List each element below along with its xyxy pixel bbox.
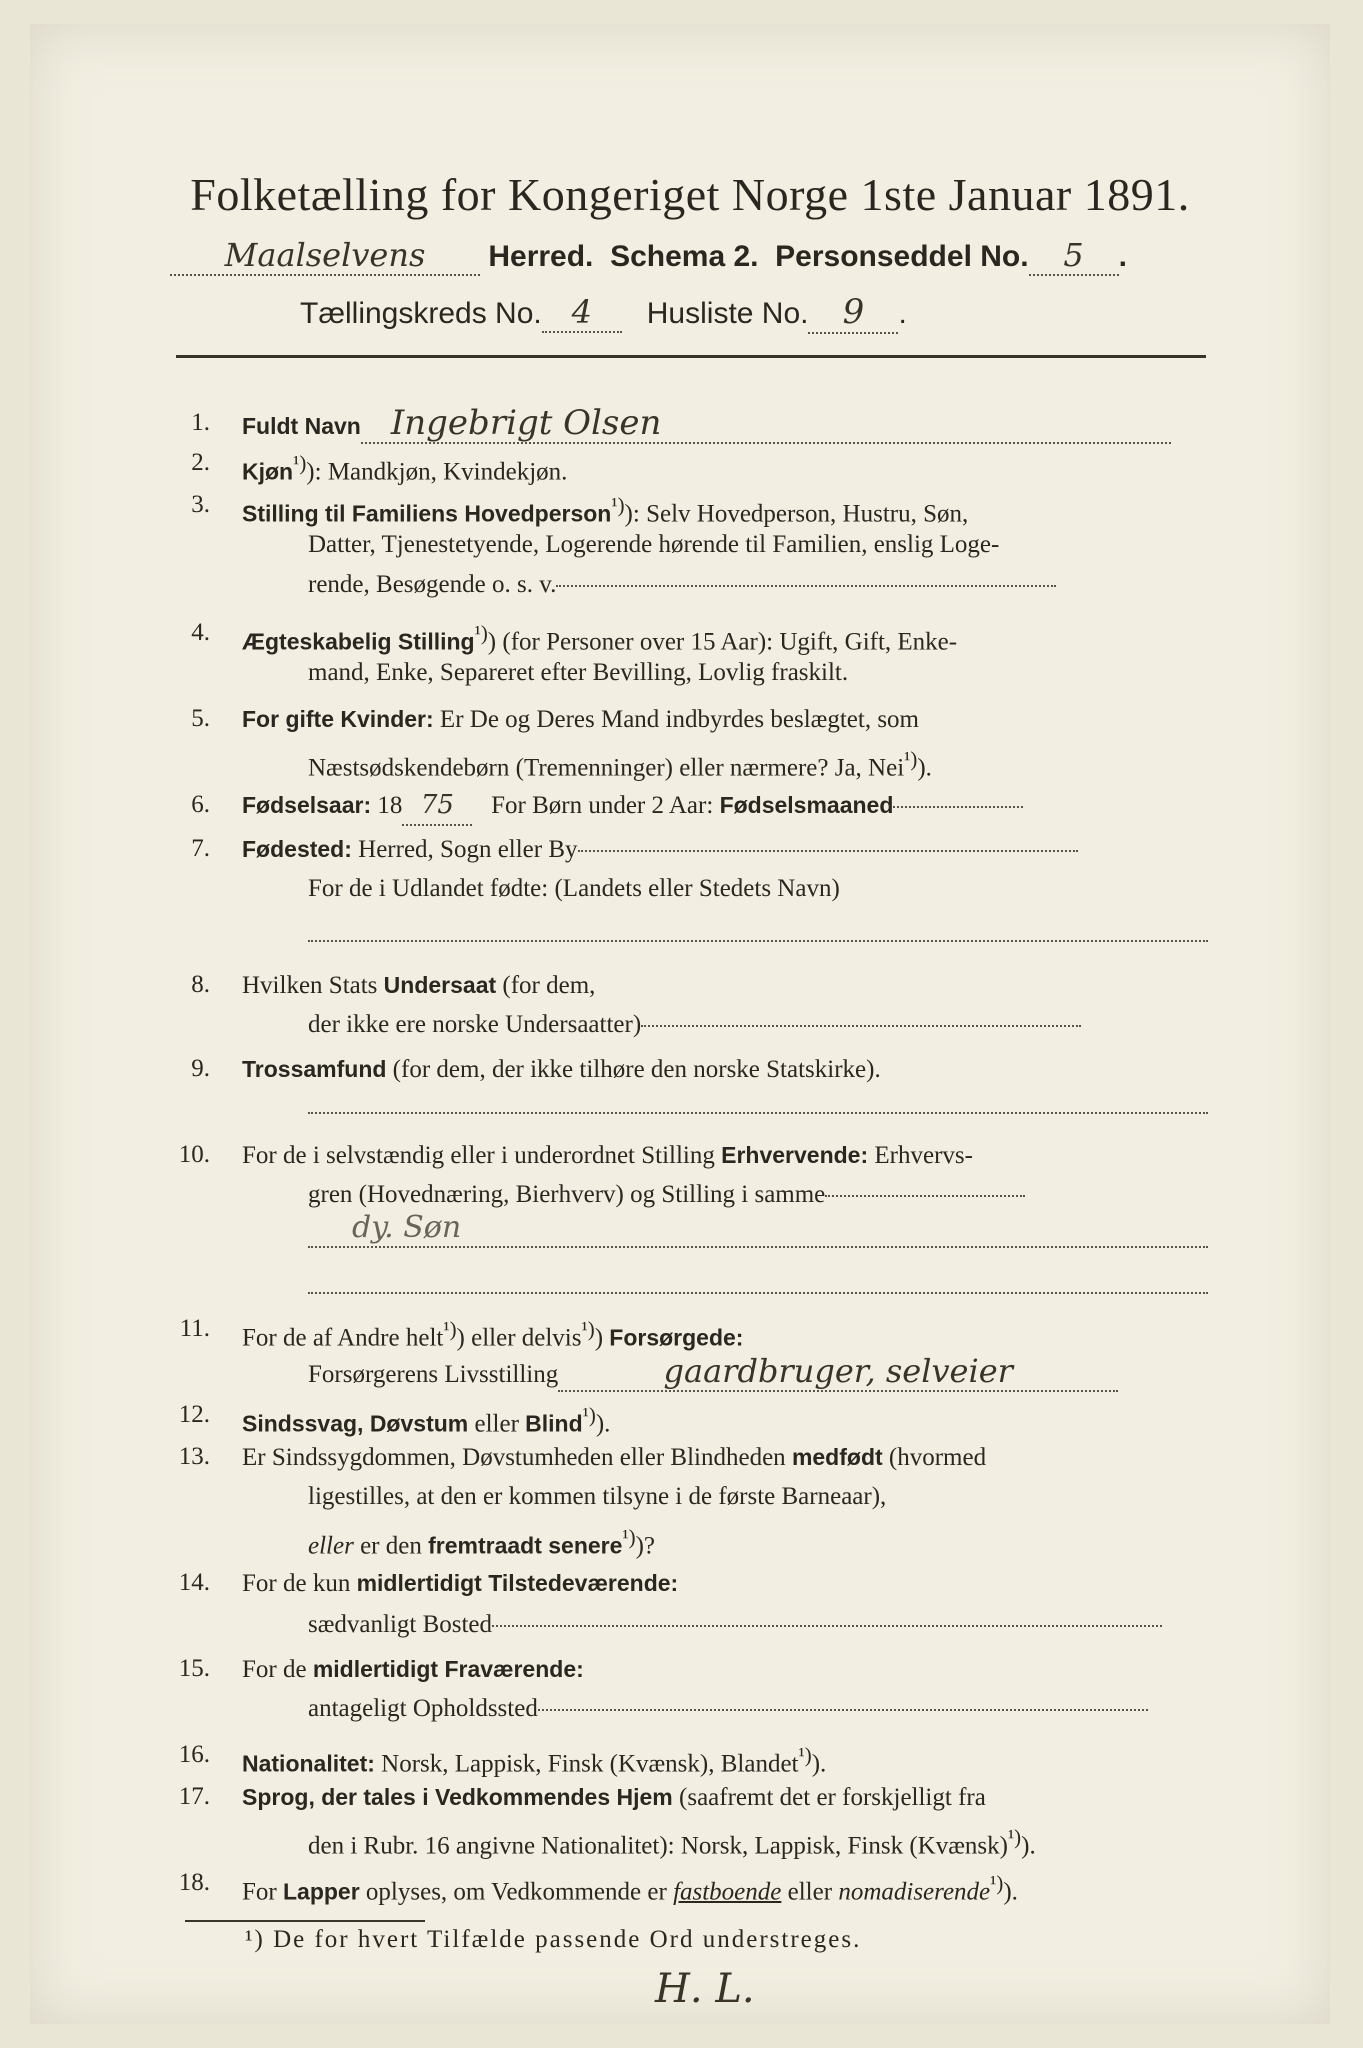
item-label: Fuldt Navn	[242, 413, 361, 439]
item-number: 15.	[178, 1655, 210, 1682]
item-number: 17.	[178, 1783, 210, 1810]
birth-year-value: 75	[402, 786, 472, 826]
item-number: 7.	[191, 835, 210, 862]
item-number: 14.	[178, 1569, 210, 1596]
item-number: 4.	[191, 619, 210, 646]
form-title: Folketælling for Kongeriget Norge 1ste Januar 1891.	[190, 169, 1190, 220]
herred-value: Maalselvens	[170, 236, 480, 276]
personseddel-value: 5	[1029, 236, 1119, 276]
item-label: Fødselsaar:	[242, 792, 372, 818]
item-number: 2.	[191, 449, 210, 476]
kreds-value: 4	[542, 293, 622, 333]
herred-label: Herred.	[488, 240, 594, 273]
item-label: Lapper	[282, 1878, 360, 1905]
provider-occupation-value: gaardbruger, selveier	[558, 1352, 1118, 1392]
item-label: Undersaat	[383, 972, 497, 998]
item-number: 12.	[178, 1401, 210, 1428]
item-label: Trossamfund	[242, 1056, 387, 1082]
item-label: medfødt	[791, 1444, 883, 1470]
occupation-line	[308, 1246, 1208, 1248]
item-number: 9.	[191, 1055, 210, 1082]
item-label: For gifte Kvinder:	[242, 706, 434, 732]
item-label: Fødested:	[242, 836, 352, 862]
item-text: Mandkjøn, Kvindekjøn.	[327, 458, 568, 486]
blank-line	[308, 940, 1208, 942]
item-number: 11.	[179, 1315, 210, 1342]
item-number: 8.	[191, 971, 210, 998]
item-label: midlertidigt Fraværende:	[312, 1656, 584, 1682]
kreds-line: Tællingskreds No. 4 Husliste No. 9 .	[300, 292, 907, 332]
item-number: 10.	[178, 1141, 210, 1168]
blank-line	[308, 1292, 1208, 1294]
item-label: Sprog, der tales i Vedkommendes Hjem	[242, 1784, 673, 1810]
kreds-label: Tællingskreds No.	[300, 297, 542, 330]
item-number: 6.	[191, 791, 210, 818]
item-label: Nationalitet:	[242, 1750, 375, 1777]
blank-line	[308, 1112, 1208, 1114]
name-value: Ingebrigt Olsen	[361, 404, 1171, 444]
occupation-value: dy. Søn	[352, 1210, 462, 1245]
item-number: 1.	[191, 409, 210, 436]
header-divider	[176, 355, 1206, 358]
item-label: Erhvervende:	[721, 1142, 869, 1168]
form-subheader: Maalselvens Herred. Schema 2. Personseddel No. 5 .	[170, 236, 1210, 276]
schema-label: Schema 2.	[610, 240, 759, 273]
item-number: 16.	[178, 1741, 210, 1768]
item-label: Ægteskabelig Stilling	[242, 628, 475, 655]
item-number: 3.	[191, 491, 210, 518]
item-label: Forsørgede:	[609, 1324, 744, 1351]
personseddel-label: Personseddel No.	[775, 240, 1029, 273]
item-number: 13.	[178, 1443, 210, 1470]
item-label: Sindssvag, Døvstum	[242, 1410, 469, 1437]
husliste-value: 9	[808, 292, 898, 334]
husliste-label: Husliste No.	[646, 297, 809, 330]
footnote: ¹) De for hvert Tilfælde passende Ord understreges.	[245, 1926, 862, 1953]
handwritten-initials: H. L.	[655, 1966, 755, 2012]
footnote-rule	[185, 1920, 425, 1922]
item-label: Stilling til Familiens Hovedperson	[242, 500, 612, 527]
item-number: 5.	[191, 705, 210, 732]
item-label: Kjøn	[242, 458, 294, 485]
item-label: midlertidigt Tilstedeværende:	[356, 1570, 679, 1596]
item-number: 18.	[178, 1869, 210, 1896]
